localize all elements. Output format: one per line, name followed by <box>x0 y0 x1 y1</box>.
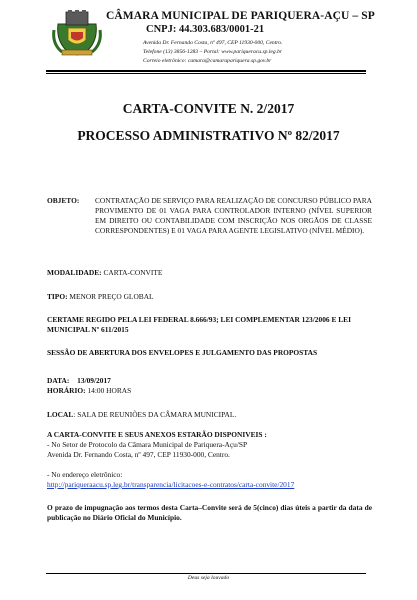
tipo-row <box>47 292 154 301</box>
document-title: CARTA-CONVITE N. 2/2017 <box>122 101 295 116</box>
org-cnpj: CNPJ: 44.303.683/0001-21 <box>146 24 265 35</box>
horario-label: HORÁRIO: <box>47 386 86 395</box>
footer-motto: Deus seja louvado <box>187 575 230 581</box>
anexos-web-label: - No endereço eletrônico: <box>47 470 123 479</box>
tipo-value: MENOR PREÇO GLOBAL <box>69 292 154 301</box>
org-name: CÂMARA MUNICIPAL DE PARIQUERA-AÇU – SP <box>106 10 375 22</box>
data-label: DATA: <box>47 376 70 385</box>
anexos-heading: A CARTA-CONVITE E SEUS ANEXOS ESTARÃO DISPONIVEIS : <box>47 430 267 439</box>
header-divider-thin <box>46 73 366 74</box>
local-value: : SALA DE REUNIÕES DA CÂMARA MUNICIPAL. <box>73 410 237 419</box>
modalidade-label: MODALIDADE: <box>47 268 102 277</box>
data-row <box>47 376 111 385</box>
anexos-address: Avenida Dr. Fernando Costa, nº 497, CEP 11930-000, Centro. <box>47 450 230 459</box>
footer-divider <box>46 573 366 574</box>
anexos-link[interactable]: http://pariqueraacu.sp.leg.br/transparencia/licitacoes-e-contratos/carta-convite/2017 <box>47 480 295 489</box>
anexos-protocolo: - No Setor de Protocolo da Câmara Municipal de Pariquera-Açu/SP <box>47 440 248 449</box>
modalidade-value: CARTA-CONVITE <box>103 268 163 277</box>
org-email: Correio eletrônico: camara@camarapariquera.sp.gov.br <box>143 58 272 64</box>
local-label: LOCAL <box>47 410 74 419</box>
certame-text: CERTAME REGIDO PELA LEI FEDERAL 8.666/93; LEI COMPLEMENTAR 123/2006 E LEI MUNICIPAL Nº 611/2015 <box>47 315 351 334</box>
horario-value: 14:00 HORAS <box>87 386 132 395</box>
sessao-heading: SESSÃO DE ABERTURA DOS ENVELOPES E JULGAMENTO DAS PROPOSTAS <box>47 348 318 357</box>
local-row <box>47 410 236 419</box>
objeto-label: OBJETO: <box>47 196 80 205</box>
coat-of-arms-logo <box>52 10 102 56</box>
horario-row <box>47 386 131 395</box>
org-address: Avenida Dr. Fernando Costa, nº 497, CEP 11930-000, Centro. <box>143 40 283 46</box>
org-phone: Telefone (13) 3856-1283 – Portal: www.pariqueracu.sp.leg.br <box>143 49 283 55</box>
data-value: 13/09/2017 <box>77 376 111 385</box>
objeto-text: CONTRATAÇÃO DE SERVIÇO PARA REALIZAÇÃO DE CONCURSO PÚBLICO PARA PROVIMENTO DE 01 VAGA PARA CONTROLADOR INTERNO (NÍVEL SUPERIOR EM DIREITO OU CONTABILIDADE COM INSCRIÇÃO NOS ORGÃOS DE CLASSE CORRESPONDENTES) E 01 VAGA PARA AGENTE LEGISLATIVO (NÍVEL MÉDIO). <box>95 196 372 235</box>
prazo-text: O prazo de impugnação aos termos desta Carta–Convite será de 5(cinco) dias úteis a partir da data de publicação no Diário Oficial do Município. <box>47 503 372 522</box>
tipo-label: TIPO: <box>47 292 68 301</box>
header-divider <box>46 70 366 72</box>
modalidade-row <box>47 268 162 277</box>
process-title: PROCESSO ADMINISTRATIVO Nº 82/2017 <box>77 128 340 143</box>
